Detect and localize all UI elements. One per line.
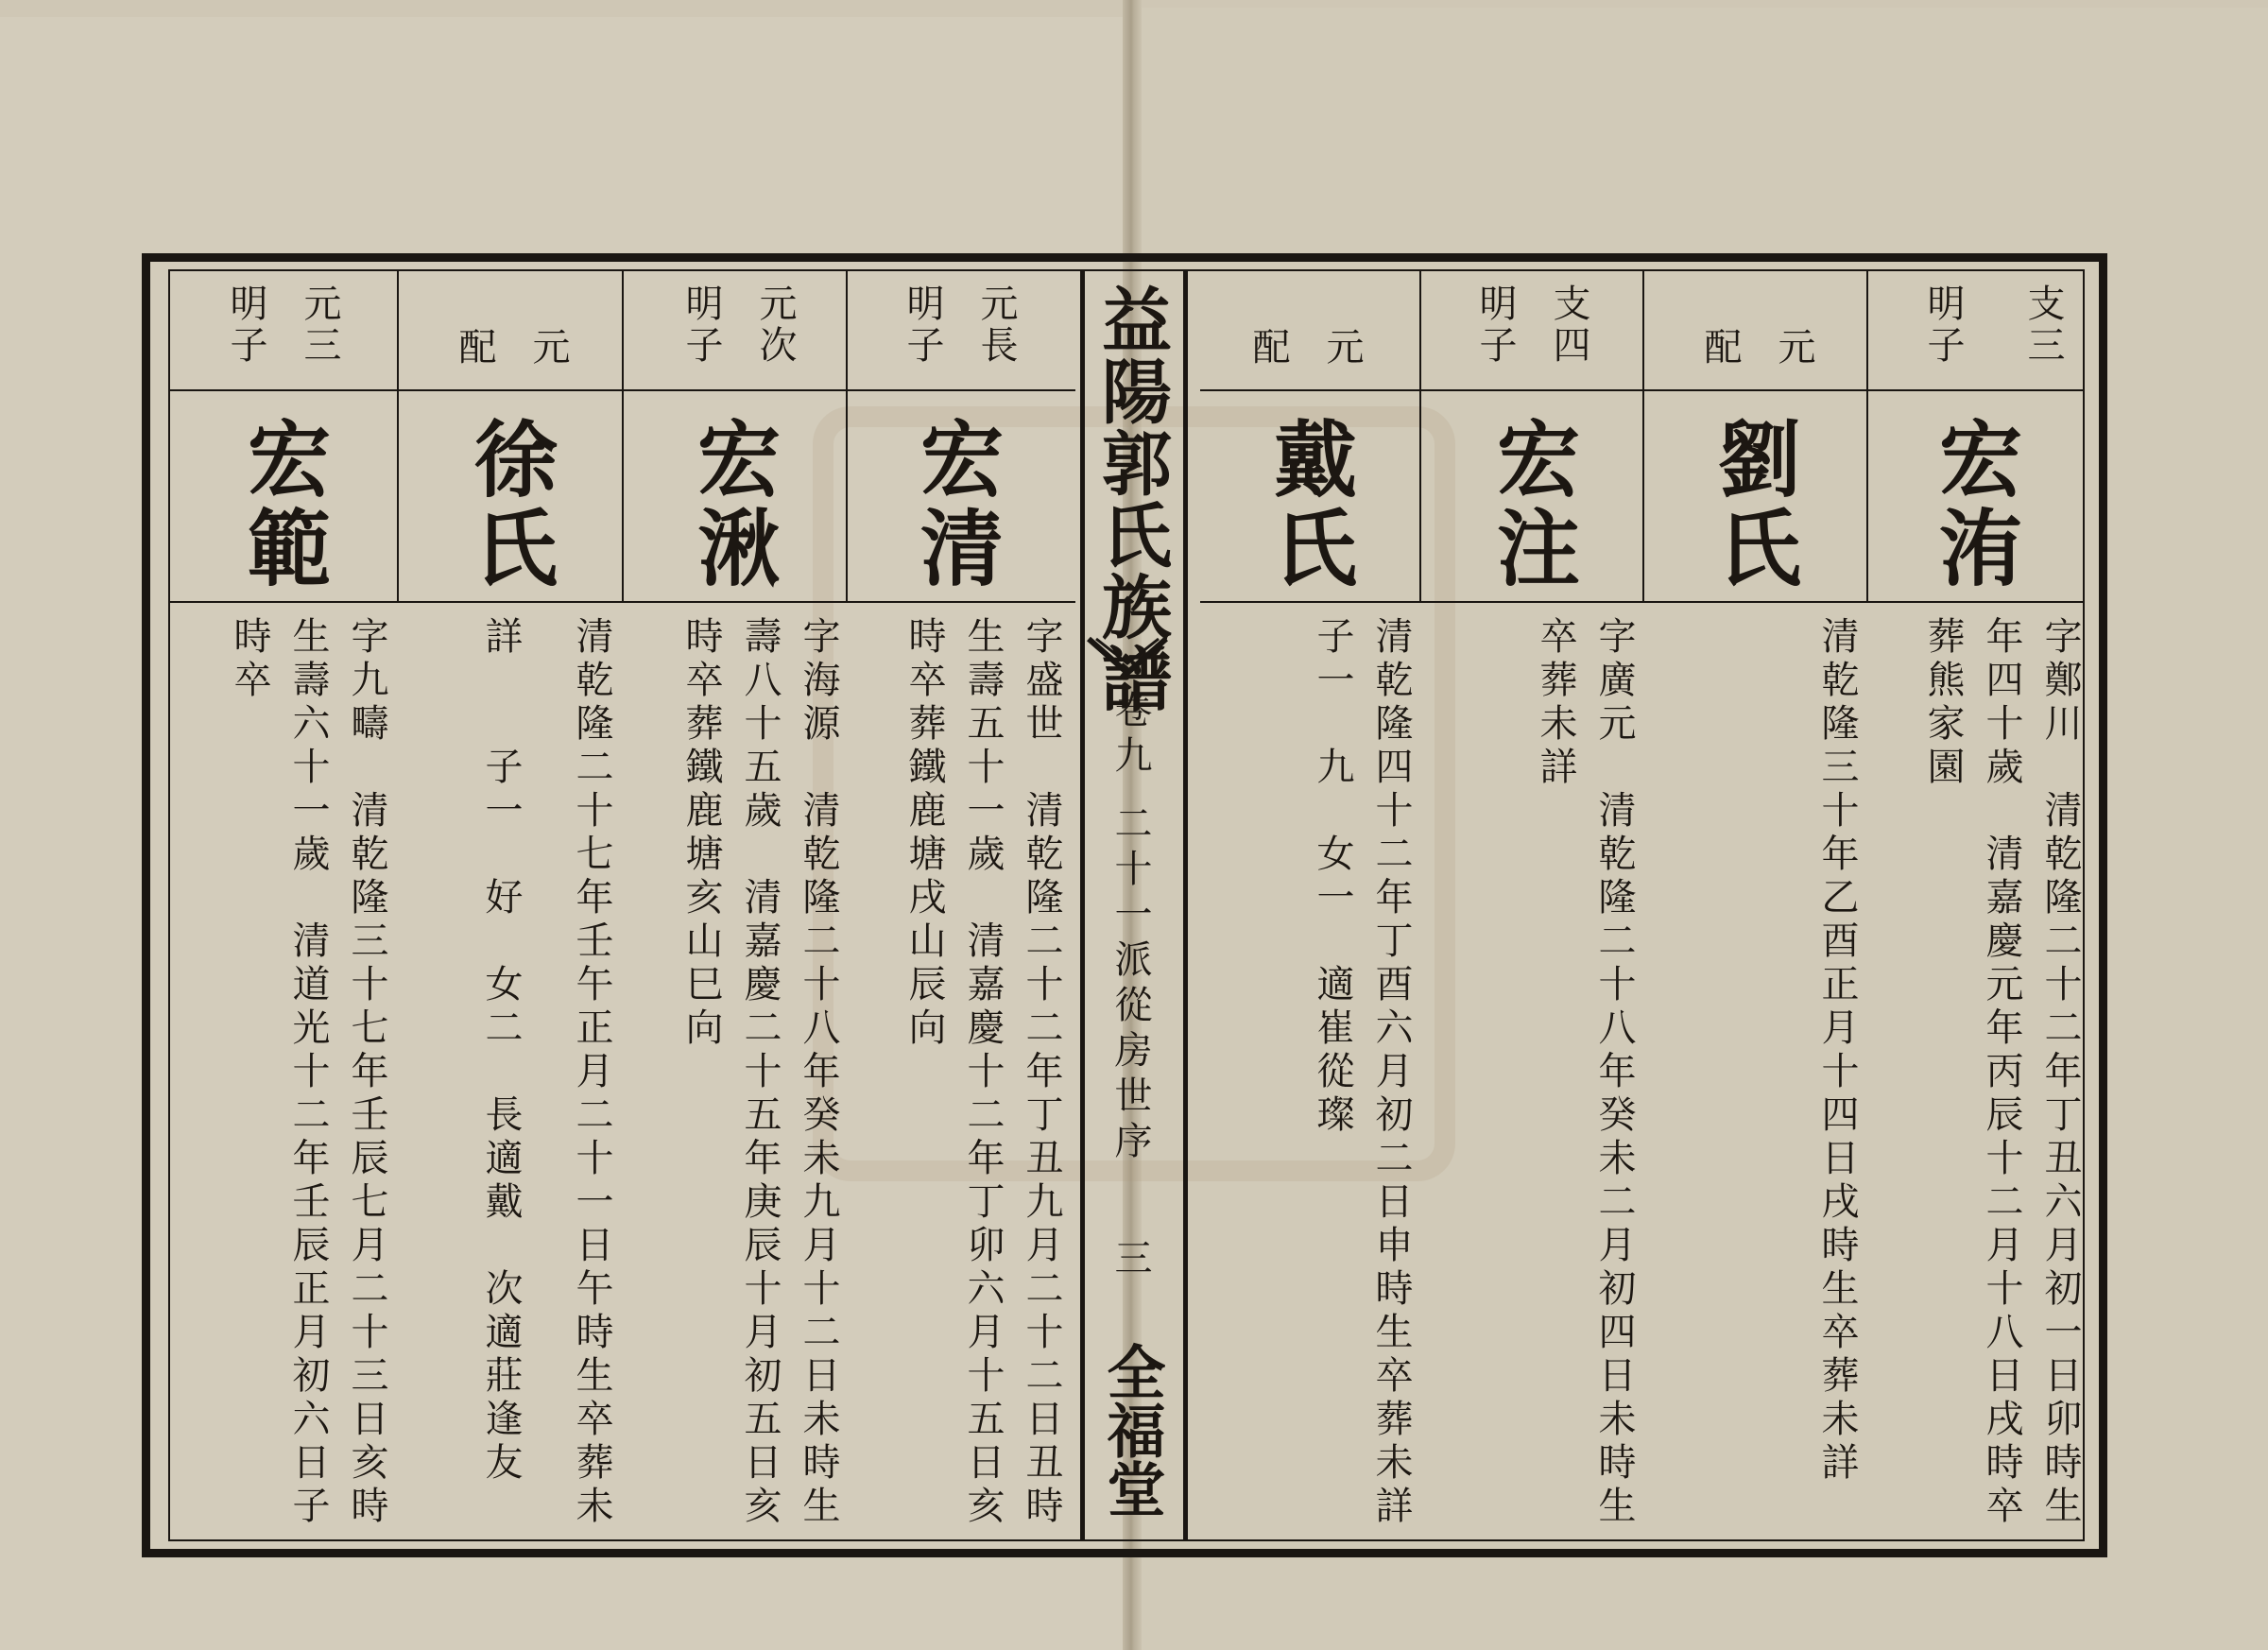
cell-top-label: 支四 — [1547, 284, 1590, 367]
left-col-sep-2 — [622, 271, 624, 601]
cell-top-label: 明子 — [1921, 284, 1965, 367]
cell-top-label: 明子 — [679, 284, 723, 367]
left-col-sep-1 — [846, 271, 848, 601]
right-col-sep-2 — [1642, 271, 1644, 601]
bio-line: 清乾隆四十二年丁酉六月初二日申時生卒葬未詳 — [1369, 616, 1413, 1529]
right-col-sep-1 — [1866, 271, 1868, 601]
bio-line: 清乾隆三十年乙酉正月十四日戌時生卒葬未詳 — [1815, 616, 1859, 1486]
person-name: 戴氏 — [1261, 416, 1359, 593]
cell-top-label: 元長 — [974, 284, 1018, 367]
section-label: 二十一派從房世序 — [1108, 803, 1152, 1166]
cell-top-label: 配 — [1698, 327, 1742, 369]
right-name-divider — [1200, 601, 2083, 603]
bio-line: 子一 九 女一 適崔從璨 — [1311, 616, 1354, 1138]
cell-top-label: 支三 — [2021, 284, 2065, 367]
cell-top-label: 明子 — [901, 284, 944, 367]
person-name: 徐氏 — [461, 416, 559, 593]
bio-line: 詳 子一 好 女二 長適戴 次適莊逢友 — [479, 616, 523, 1486]
cell-top-label: 明子 — [224, 284, 267, 367]
center-band-right-line — [1183, 271, 1188, 1539]
bio-line: 時卒 — [228, 616, 271, 703]
person-name: 宏範 — [234, 416, 333, 593]
left-col-sep-3 — [397, 271, 399, 601]
bio-line: 卒葬未詳 — [1534, 616, 1577, 790]
cell-top-label: 配 — [453, 327, 496, 369]
right-header-divider — [1200, 389, 2083, 391]
cell-top-label: 元 — [1320, 327, 1364, 369]
bio-line: 清乾隆二十七年壬午正月二十一日午時生卒葬未 — [570, 616, 613, 1529]
bio-line: 時卒葬鐵鹿塘戌山辰向 — [902, 616, 946, 1051]
left-name-divider — [170, 601, 1075, 603]
volume-label: 卷九 — [1108, 690, 1152, 781]
book-title: 益陽郭氏族譜 — [1091, 284, 1172, 714]
hall-name: 全福堂 — [1097, 1342, 1166, 1518]
bio-line: 生壽六十一歲 清道光十二年壬辰正月初六日子 — [286, 616, 330, 1529]
bio-line: 字廣元 清乾隆二十八年癸未二月初四日未時生 — [1592, 616, 1636, 1529]
person-name: 宏洧 — [1926, 416, 2024, 593]
cell-top-label: 元 — [526, 327, 570, 369]
person-name: 劉氏 — [1705, 416, 1803, 593]
cell-top-label: 配 — [1246, 327, 1290, 369]
bio-line: 葬熊家園 — [1921, 616, 1965, 790]
bio-line: 年四十歲 清嘉慶元年丙辰十二月十八日戌時卒 — [1980, 616, 2023, 1529]
bio-line: 字盛世 清乾隆二十二年丁丑九月二十二日丑時 — [1020, 616, 1063, 1529]
bio-line: 字鄭川 清乾隆二十二年丁丑六月初一日卯時生 — [2038, 616, 2082, 1529]
cell-top-label: 明子 — [1473, 284, 1517, 367]
bio-line: 字海源 清乾隆二十八年癸未九月十二日未時生 — [797, 616, 840, 1529]
person-name: 宏清 — [907, 416, 1005, 593]
bio-line: 時卒葬鐵鹿塘亥山巳向 — [679, 616, 723, 1051]
person-name: 宏注 — [1484, 416, 1582, 593]
page-number: 三 — [1108, 1238, 1152, 1283]
bio-line: 壽八十五歲 清嘉慶二十五年庚辰十月初五日亥 — [738, 616, 782, 1529]
center-band-left-line — [1080, 271, 1085, 1539]
right-col-sep-3 — [1419, 271, 1421, 601]
cell-top-label: 元 — [1772, 327, 1815, 369]
cell-top-label: 元次 — [753, 284, 797, 367]
person-name: 宏湫 — [684, 416, 782, 593]
cell-top-label: 元三 — [298, 284, 341, 367]
fish-tail-mark-icon — [1085, 635, 1170, 680]
bio-line: 字九疇 清乾隆三十七年壬辰七月二十三日亥時 — [345, 616, 388, 1529]
bio-line: 生壽五十一歲 清嘉慶十二年丁卯六月十五日亥 — [961, 616, 1005, 1529]
